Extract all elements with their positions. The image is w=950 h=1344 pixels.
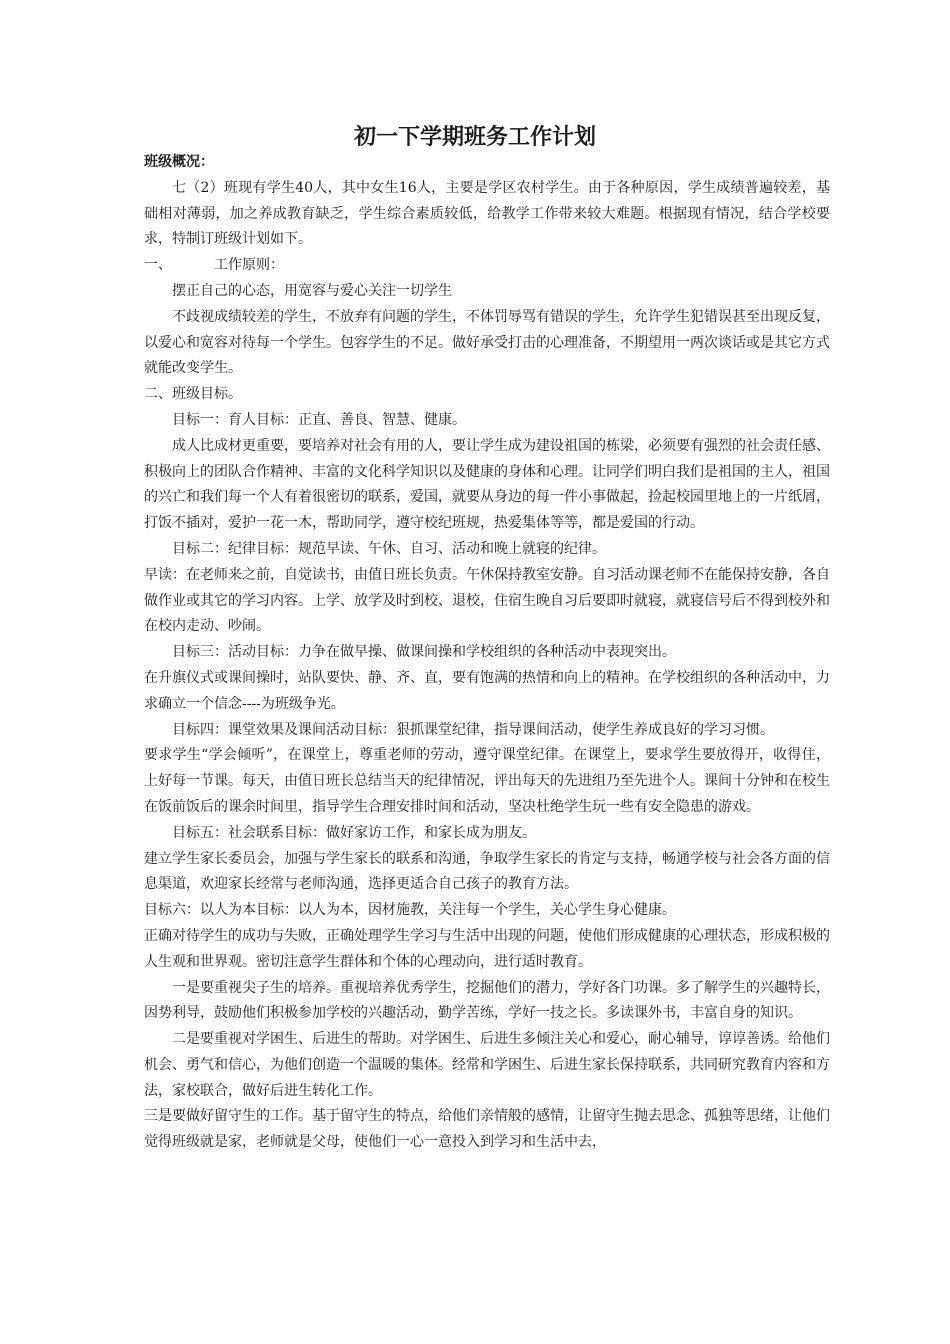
paragraph: 要求学生“学会倾听”，在课堂上，尊重老师的劳动，遵守课堂纪律。在课堂上，要求学生要放得开，收得住，上好每一节课。每天，由值日班长总结当天的纪律情况，评出每天的先进组乃至先进个人。课间十分钟和在校生在饭前饭后的课余时间里，指导学生合理安排时间和活动，坚决杜绝学生玩一些有安全隐患的游戏。 [144, 747, 830, 815]
paragraph: 不歧视成绩较差的学生，不放弃有问题的学生，不体罚辱骂有错误的学生，允许学生犯错误甚至出现反复，以爱心和宽容对待每一个学生。包容学生的不足。做好承受打击的心理准备，不期望用一两次谈话或是其它方式就能改变学生。 [144, 308, 830, 377]
paragraph: 一是要重视尖子生的培养。重视培养优秀学生，挖掘他们的潜力，学好各门功课。多了解学生的兴趣特长，因势利导，鼓励他们积极参加学校的兴趣活动，勤学苦练，学好一技之长。多读课外书，丰富自身的知识。 [144, 979, 830, 1022]
goal-heading: 目标三：活动目标：力争在做早操、做课间操和学校组织的各种活动中表现突出。 [172, 644, 676, 661]
paragraph: 建立学生家长委员会，加强与学生家长的联系和沟通，争取学生家长的肯定与支持，畅通学校与社会各方面的信息渠道，欢迎家长经常与老师沟通，选择更适合自己孩子的教育方法。 [144, 850, 830, 893]
goal-heading: 目标四：课堂效果及课间活动目标：狠抓课堂纪律，指导课间活动，使学生养成良好的学习习惯。 [172, 721, 774, 738]
section-heading-label: 工作原则： [214, 257, 284, 274]
section-heading-work-principles [144, 253, 830, 279]
paragraph: 正确对待学生的成功与失败，正确处理学生学习与生活中出现的问题，使他们形成健康的心理状态，形成积极的人生观和世界观。密切注意学生群体和个体的心理动向，进行适时教育。 [144, 927, 830, 970]
goal-heading: 目标一：育人目标：正直、善良、智慧、健康。 [172, 411, 466, 428]
paragraph: 三是要做好留守生的工作。基于留守生的特点，给他们亲情般的感情，让留守生抛去思念、孤独等思绪，让他们觉得班级就是家，老师就是父母，使他们一心一意投入到学习和生活中去， [144, 1108, 830, 1151]
paragraph: 成人比成材更重要，要培养对社会有用的人，要让学生成为建设祖国的栋梁，必须要有强烈的社会责任感、积极向上的团队合作精神、丰富的文化科学知识以及健康的身体和心理。让同学们明白我们是祖国的主人，祖国的兴亡和我们每一个人有着很密切的联系，爱国，就要从身边的每一件小事做起，捡起校园里地上的一片纸屑，打饭不插对，爱护一花一木，帮助同学，遵守校纪班规，热爱集体等等，都是爱国的行动。 [144, 437, 830, 532]
goal-heading: 目标五：社会联系目标：做好家访工作，和家长成为朋友。 [172, 824, 536, 841]
paragraph: 二是要重视对学困生、后进生的帮助。对学困生、后进生多倾注关心和爱心，耐心辅导，谆谆善诱。给他们机会、勇气和信心，为他们创造一个温暖的集体。经常和学困生、后进生家长保持联系，共同研究教育内容和方法，家校联合，做好后进生转化工作。 [144, 1031, 830, 1099]
section-heading-class-goals: 二、班级目标。 [144, 386, 242, 403]
paragraph: 摆正自己的心态，用宽容与爱心关注一切学生 [172, 282, 452, 299]
section-number: 一、 [144, 257, 172, 274]
goal-heading: 目标二：纪律目标：规范早读、午休、自习、活动和晚上就寝的纪律。 [172, 540, 606, 557]
document-body [144, 150, 830, 1156]
section-heading-class-overview: 班级概况： [144, 154, 214, 170]
goal-heading: 目标六：以人为本目标：以人为本，因材施教，关注每一个学生，关心学生身心健康。 [144, 902, 676, 919]
document-title: 初一下学期班务工作计划 [353, 124, 596, 150]
paragraph: 在升旗仪式或课间操时，站队要快、静、齐、直，要有饱满的热情和向上的精神。在学校组织的各种活动中，力求确立一个信念----为班级争光。 [144, 669, 830, 712]
paragraph-class-overview: 七（2）班现有学生40人，其中女生16人，主要是学区农村学生。由于各种原因，学生成绩普遍较差，基础相对薄弱，加之养成教育缺乏，学生综合素质较低，给教学工作带来较大难题。根据现有情况，结合学校要求，特制订班级计划如下。 [144, 179, 830, 248]
paragraph: 早读：在老师来之前，自觉读书，由值日班长负责。午休保持教室安静。自习活动课老师不在能保持安静，各自做作业或其它的学习内容。上学、放学及时到校、退校，住宿生晚自习后要即时就寝，就寝信号后不得到校外和在校内走动、吵闹。 [144, 566, 830, 635]
